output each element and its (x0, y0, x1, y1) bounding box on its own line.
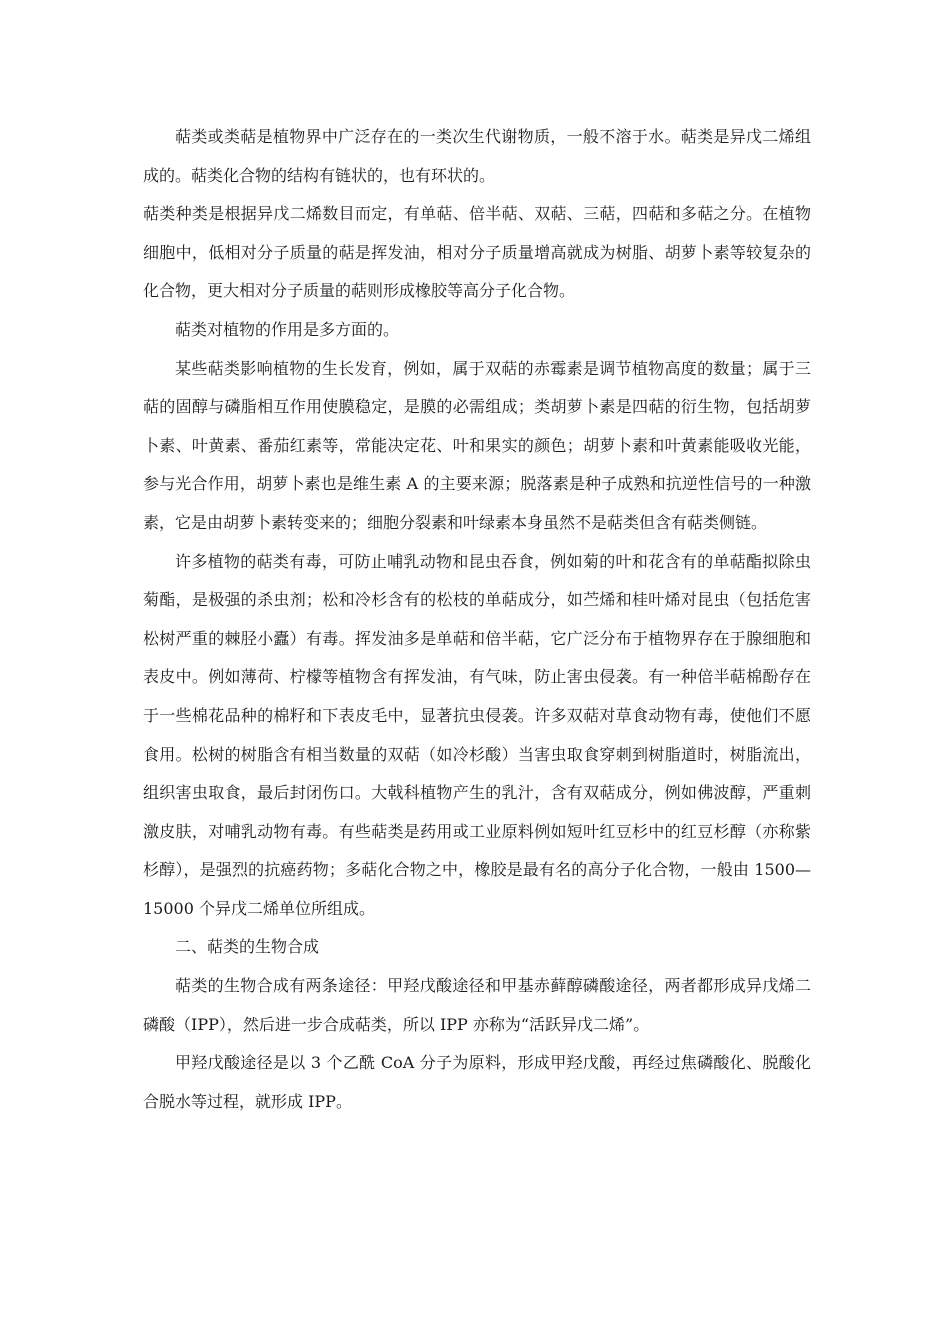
paragraph-terpene-classification: 萜类种类是根据异戊二烯数目而定，有单萜、倍半萜、双萜、三萜，四萜和多萜之分。在植物细胞中，低相对分子质量的萜是挥发油，相对分子质量增高就成为树脂、胡萝卜素等较复杂的化合物，更大相对分子质量的萜则形成橡胶等高分子化合物。 (143, 204, 811, 301)
paragraph-biosynthesis-pathways: 萜类的生物合成有两条途径：甲羟戊酸途径和甲基赤藓醇磷酸途径，两者都形成异戊烯二磷酸（IPP），然后进一步合成萜类，所以 IPP 亦称为“活跃异戊二烯”。 (143, 976, 811, 1034)
paragraph-terpene-definition: 萜类或类萜是植物界中广泛存在的一类次生代谢物质，一般不溶于水。萜类是异戊二烯组成的。萜类化合物的结构有链状的，也有环状的。 (143, 127, 811, 185)
paragraph-mevalonate-pathway: 甲羟戊酸途径是以 3 个乙酰 CoA 分子为原料，形成甲羟戊酸，再经过焦磷酸化、脱酸化合脱水等过程，就形成 IPP。 (143, 1053, 811, 1111)
document-body (143, 118, 811, 1121)
paragraph-terpene-toxicity: 许多植物的萜类有毒，可防止哺乳动物和昆虫吞食，例如菊的叶和花含有的单萜酯拟除虫菊酯，是极强的杀虫剂；松和冷杉含有的松枝的单萜成分，如苎烯和桂叶烯对昆虫（包括危害松树严重的棘胫小蠹）有毒。挥发油多是单萜和倍半萜，它广泛分布于植物界存在于腺细胞和表皮中。例如薄荷、柠檬等植物含有挥发油，有气味，防止害虫侵袭。有一种倍半萜棉酚存在于一些棉花品种的棉籽和下表皮毛中，显著抗虫侵袭。许多双萜对草食动物有毒，使他们不愿食用。松树的树脂含有相当数量的双萜（如冷杉酸）当害虫取食穿刺到树脂道时，树脂流出，组织害虫取食，最后封闭伤口。大戟科植物产生的乳汁，含有双萜成分，例如佛波醇，严重刺激皮肤，对哺乳动物有毒。有些萜类是药用或工业原料例如短叶红豆杉中的红豆杉醇（亦称紫杉醇），是强烈的抗癌药物；多萜化合物之中，橡胶是最有名的高分子化合物，一般由 1500—15000 个异戊二烯单位所组成。 (143, 551, 811, 918)
paragraph-terpene-growth: 某些萜类影响植物的生长发育，例如，属于双萜的赤霉素是调节植物高度的数量；属于三萜的固醇与磷脂相互作用使膜稳定，是膜的必需组成；类胡萝卜素是四萜的衍生物，包括胡萝卜素、叶黄素、番茄红素等，常能决定花、叶和果实的颜色；胡萝卜素和叶黄素能吸收光能，参与光合作用，胡萝卜素也是维生素 A 的主要来源；脱落素是种子成熟和抗逆性信号的一种激素，它是由胡萝卜素转变来的；细胞分裂素和叶绿素本身虽然不是萜类但含有萜类侧链。 (143, 358, 811, 532)
paragraph-terpene-roles-intro: 萜类对植物的作用是多方面的。 (175, 319, 400, 339)
section-heading-biosynthesis: 二、萜类的生物合成 (175, 937, 320, 957)
